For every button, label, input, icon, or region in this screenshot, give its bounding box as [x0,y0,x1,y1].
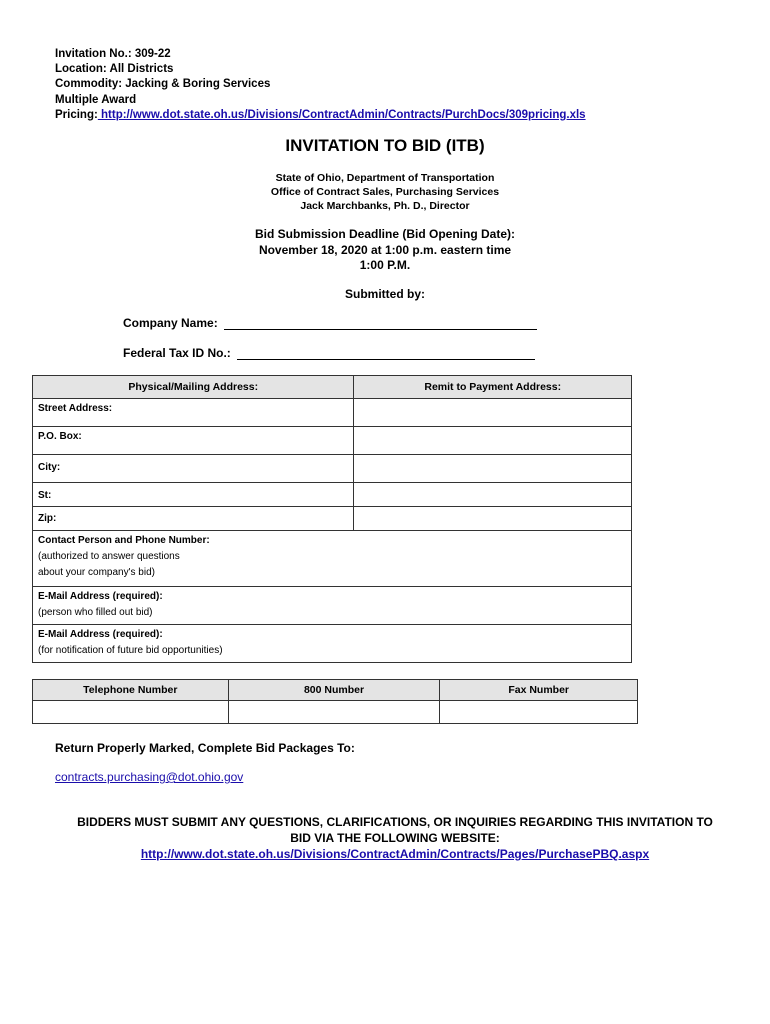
submitted-by-label: Submitted by: [345,287,425,301]
tax-id-field[interactable] [237,347,535,360]
agency-line-3: Jack Marchbanks, Ph. D., Director [300,200,470,212]
po-box-label: P.O. Box: [38,431,82,442]
contact-note-1: (authorized to answer questions [38,551,180,562]
contact-person-field[interactable] [33,531,632,587]
invitation-number: Invitation No.: 309-22 [55,48,171,60]
tax-id-row [123,346,535,360]
state-label: St: [38,490,52,501]
city-label: City: [38,462,61,473]
deadline-date: November 18, 2020 at 1:00 p.m. eastern time [258,242,512,257]
street-address-label: Street Address: [38,403,113,414]
remit-po-box-field[interactable] [354,427,632,455]
address-table [32,375,632,663]
email-bidder-label: E-Mail Address (required): [38,591,163,602]
contact-person-label: Contact Person and Phone Number: [38,535,210,546]
email-bidder-note: (person who filled out bid) [38,607,153,618]
company-name-label: Company Name: [123,316,218,330]
zip-field[interactable] [33,507,354,531]
800-number-header: 800 Number [228,680,440,701]
pricing-link[interactable]: http://www.dot.state.oh.us/Divisions/ContractAdmin/Contracts/PurchDocs/309pricing.xls [97,108,586,121]
return-instructions: Return Properly Marked, Complete Bid Packages To: [55,741,355,755]
notice-line-1: BIDDERS MUST SUBMIT ANY QUESTIONS, CLARIFICATIONS, OR INQUIRIES REGARDING THIS INVITATION TO [77,815,713,829]
zip-label: Zip: [38,513,57,524]
commodity: Commodity: Jacking & Boring Services [55,78,271,91]
state-field[interactable] [33,483,354,507]
pricing-line [55,108,586,123]
questions-notice [40,814,750,862]
city-field[interactable] [33,455,354,483]
email-bidder-field[interactable] [33,587,632,625]
email-notification-note: (for notification of future bid opportunities) [38,645,223,656]
fax-header: Fax Number [440,680,638,701]
document-title: INVITATION TO BID (ITB) [285,136,485,155]
remit-zip-field[interactable] [354,507,632,531]
phone-table [32,679,638,724]
telephone-field[interactable] [33,701,229,724]
800-number-field[interactable] [228,701,440,724]
questions-website-link[interactable]: http://www.dot.state.oh.us/Divisions/ContractAdmin/Contracts/Pages/PurchasePBQ.aspx [140,847,650,861]
return-email-link[interactable]: contracts.purchasing@dot.ohio.gov [55,770,244,784]
tax-id-label: Federal Tax ID No.: [123,346,231,360]
bid-header-block [55,47,586,123]
company-name-field[interactable] [224,317,537,330]
agency-block [0,171,770,213]
street-address-field[interactable] [33,399,354,427]
notice-line-2: BID VIA THE FOLLOWING WEBSITE: [290,831,500,845]
agency-line-1: State of Ohio, Department of Transportation [275,172,495,184]
remit-address-header: Remit to Payment Address: [354,376,632,399]
award-type: Multiple Award [55,93,137,106]
po-box-field[interactable] [33,427,354,455]
company-name-row [123,316,537,330]
deadline-label: Bid Submission Deadline (Bid Opening Date): [254,227,515,241]
remit-street-field[interactable] [354,399,632,427]
location: Location: All Districts [55,63,174,76]
remit-state-field[interactable] [354,483,632,507]
contact-note-2: about your company's bid) [38,567,155,578]
fax-field[interactable] [440,701,638,724]
agency-line-2: Office of Contract Sales, Purchasing Services [270,186,500,198]
remit-city-field[interactable] [354,455,632,483]
deadline-time: 1:00 P.M. [359,258,411,272]
telephone-header: Telephone Number [33,680,229,701]
email-notification-field[interactable] [33,625,632,663]
physical-address-header: Physical/Mailing Address: [33,376,354,399]
email-notification-label: E-Mail Address (required): [38,629,163,640]
pricing-label: Pricing: [55,108,98,121]
deadline-block [0,227,770,274]
